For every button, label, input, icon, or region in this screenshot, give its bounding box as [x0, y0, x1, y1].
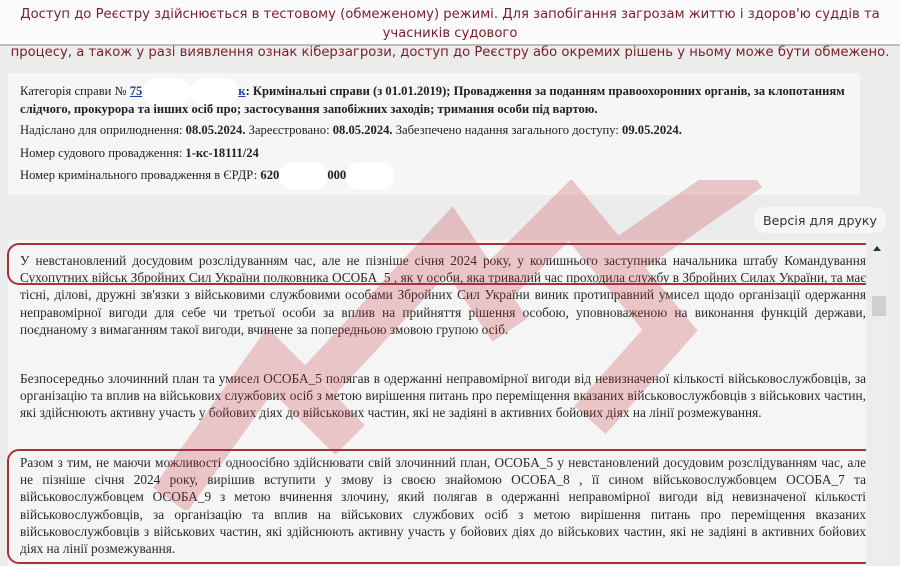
notice-line-2: процесу, а також у разі виявлення ознак кіберзагрози, доступ до Реєстру або окремих рішень у ньому може бути обмежено. [10, 45, 890, 60]
case-category-row-2 [20, 102, 598, 117]
redaction-blur [346, 162, 394, 190]
case-category-row [20, 84, 845, 99]
erdr-number-middle: 000 [327, 168, 347, 182]
redaction-blur [279, 162, 327, 190]
document-scrollbar[interactable] [866, 240, 888, 566]
registered-date: 08.05.2024. [332, 123, 393, 137]
print-version-button[interactable]: Версія для друку [754, 207, 886, 233]
notice-line-1: Доступ до Реєстру здійснюється в тестовому (обмеженому) режимі. Для запобігання загрозам життю і здоров'ю суддів та учасників судового [20, 7, 880, 41]
scroll-up-arrow-icon[interactable] [873, 246, 881, 251]
court-case-number: 1-кс-18111/24 [185, 146, 259, 160]
category-text-line2: слідчого, прокурора та інших осіб про; застосування запобіжних заходів; тримання особи під вартою. [20, 102, 598, 116]
category-label: Категорія справи № [20, 84, 127, 98]
erdr-row: Номер кримінального провадження в ЄРДР: 620 000 [20, 168, 394, 183]
paragraph-1: У невстановлений досудовим розслідуванням час, але не пізніше січня 2024 року, у колишнього заступника начальника штабу Командування Сухопутних військ Збройних Сил України полковника ОСОБА_5 , як у особи, яка тривалий час проходила службу в Збройних Силах України, та має тісні, ділові, дружні зв'язки з військовими службовими особами Збройних Сил України виник протиправний умисел щодо організації одержання неправомірної вигоди для себе чи третьої особи за вплив на прийняття рішення особою, уповноваженою на виконання функцій держави, поєднаному з вимаганням такої вигоди, вчинене за попередньою змовою групою осіб. [20, 253, 866, 337]
case-number-link[interactable]: 75 к [130, 84, 246, 98]
court-case-row: Номер судового провадження: 1-кс-18111/24 [20, 146, 259, 160]
dates-row: Надіслано для оприлюднення: 08.05.2024. Зареєстровано: 08.05.2024. Забезпечено надання загального доступу: 09.05.2024. [20, 123, 682, 137]
erdr-number-prefix: 620 [260, 168, 280, 182]
category-text-line1: : Кримінальні справи (з 01.01.2019); Провадження за поданням правоохоронних органів, за клопотанням [245, 84, 845, 98]
case-info-panel [8, 73, 860, 195]
scroll-thumb[interactable] [872, 296, 886, 316]
registry-access-notice [0, 0, 900, 60]
paragraph-3: Разом з тим, не маючи можливості одноосібно здійснювати свій злочинний план, ОСОБА_5 у невстановлений досудовим розслідуванням час, але не пізніше січня 2024 року, вирішив вступити у змову із своєю знайомою ОСОБА_8 , її сином військовослужбовцем ОСОБА_7 та військовослужбовцем ОСОБА_9 з метою вчинення злочину, який полягав в одержанні неправомірної вигоди від невизначеної кількості військовослужбовців, за організацію та вплив на військових службових осіб з метою вирішення питань про переміщення вказаних військовослужбовців з військових частин, які здійснюють активну участь у бойових діях до військових частин, які не задіяні в активних бойових діях на лінії розмежування. [20, 455, 866, 557]
public-access-date: 09.05.2024. [622, 123, 682, 137]
sent-date: 08.05.2024. [185, 123, 246, 137]
document-text-area [8, 240, 866, 566]
paragraph-2: Безпосередньо злочинний план та умисел ОСОБА_5 полягав в одержанні неправомірної вигоди від невизначеної кількості військовослужбовців, за організацію та вплив на військових службових осіб з метою вирішення питань про переміщення вказаних військовослужбовців з військових частин, які здійснюють активну участь у бойових діях до військових частин, які не задіяні в активних бойових діях на лінії розмежування. [20, 371, 866, 421]
